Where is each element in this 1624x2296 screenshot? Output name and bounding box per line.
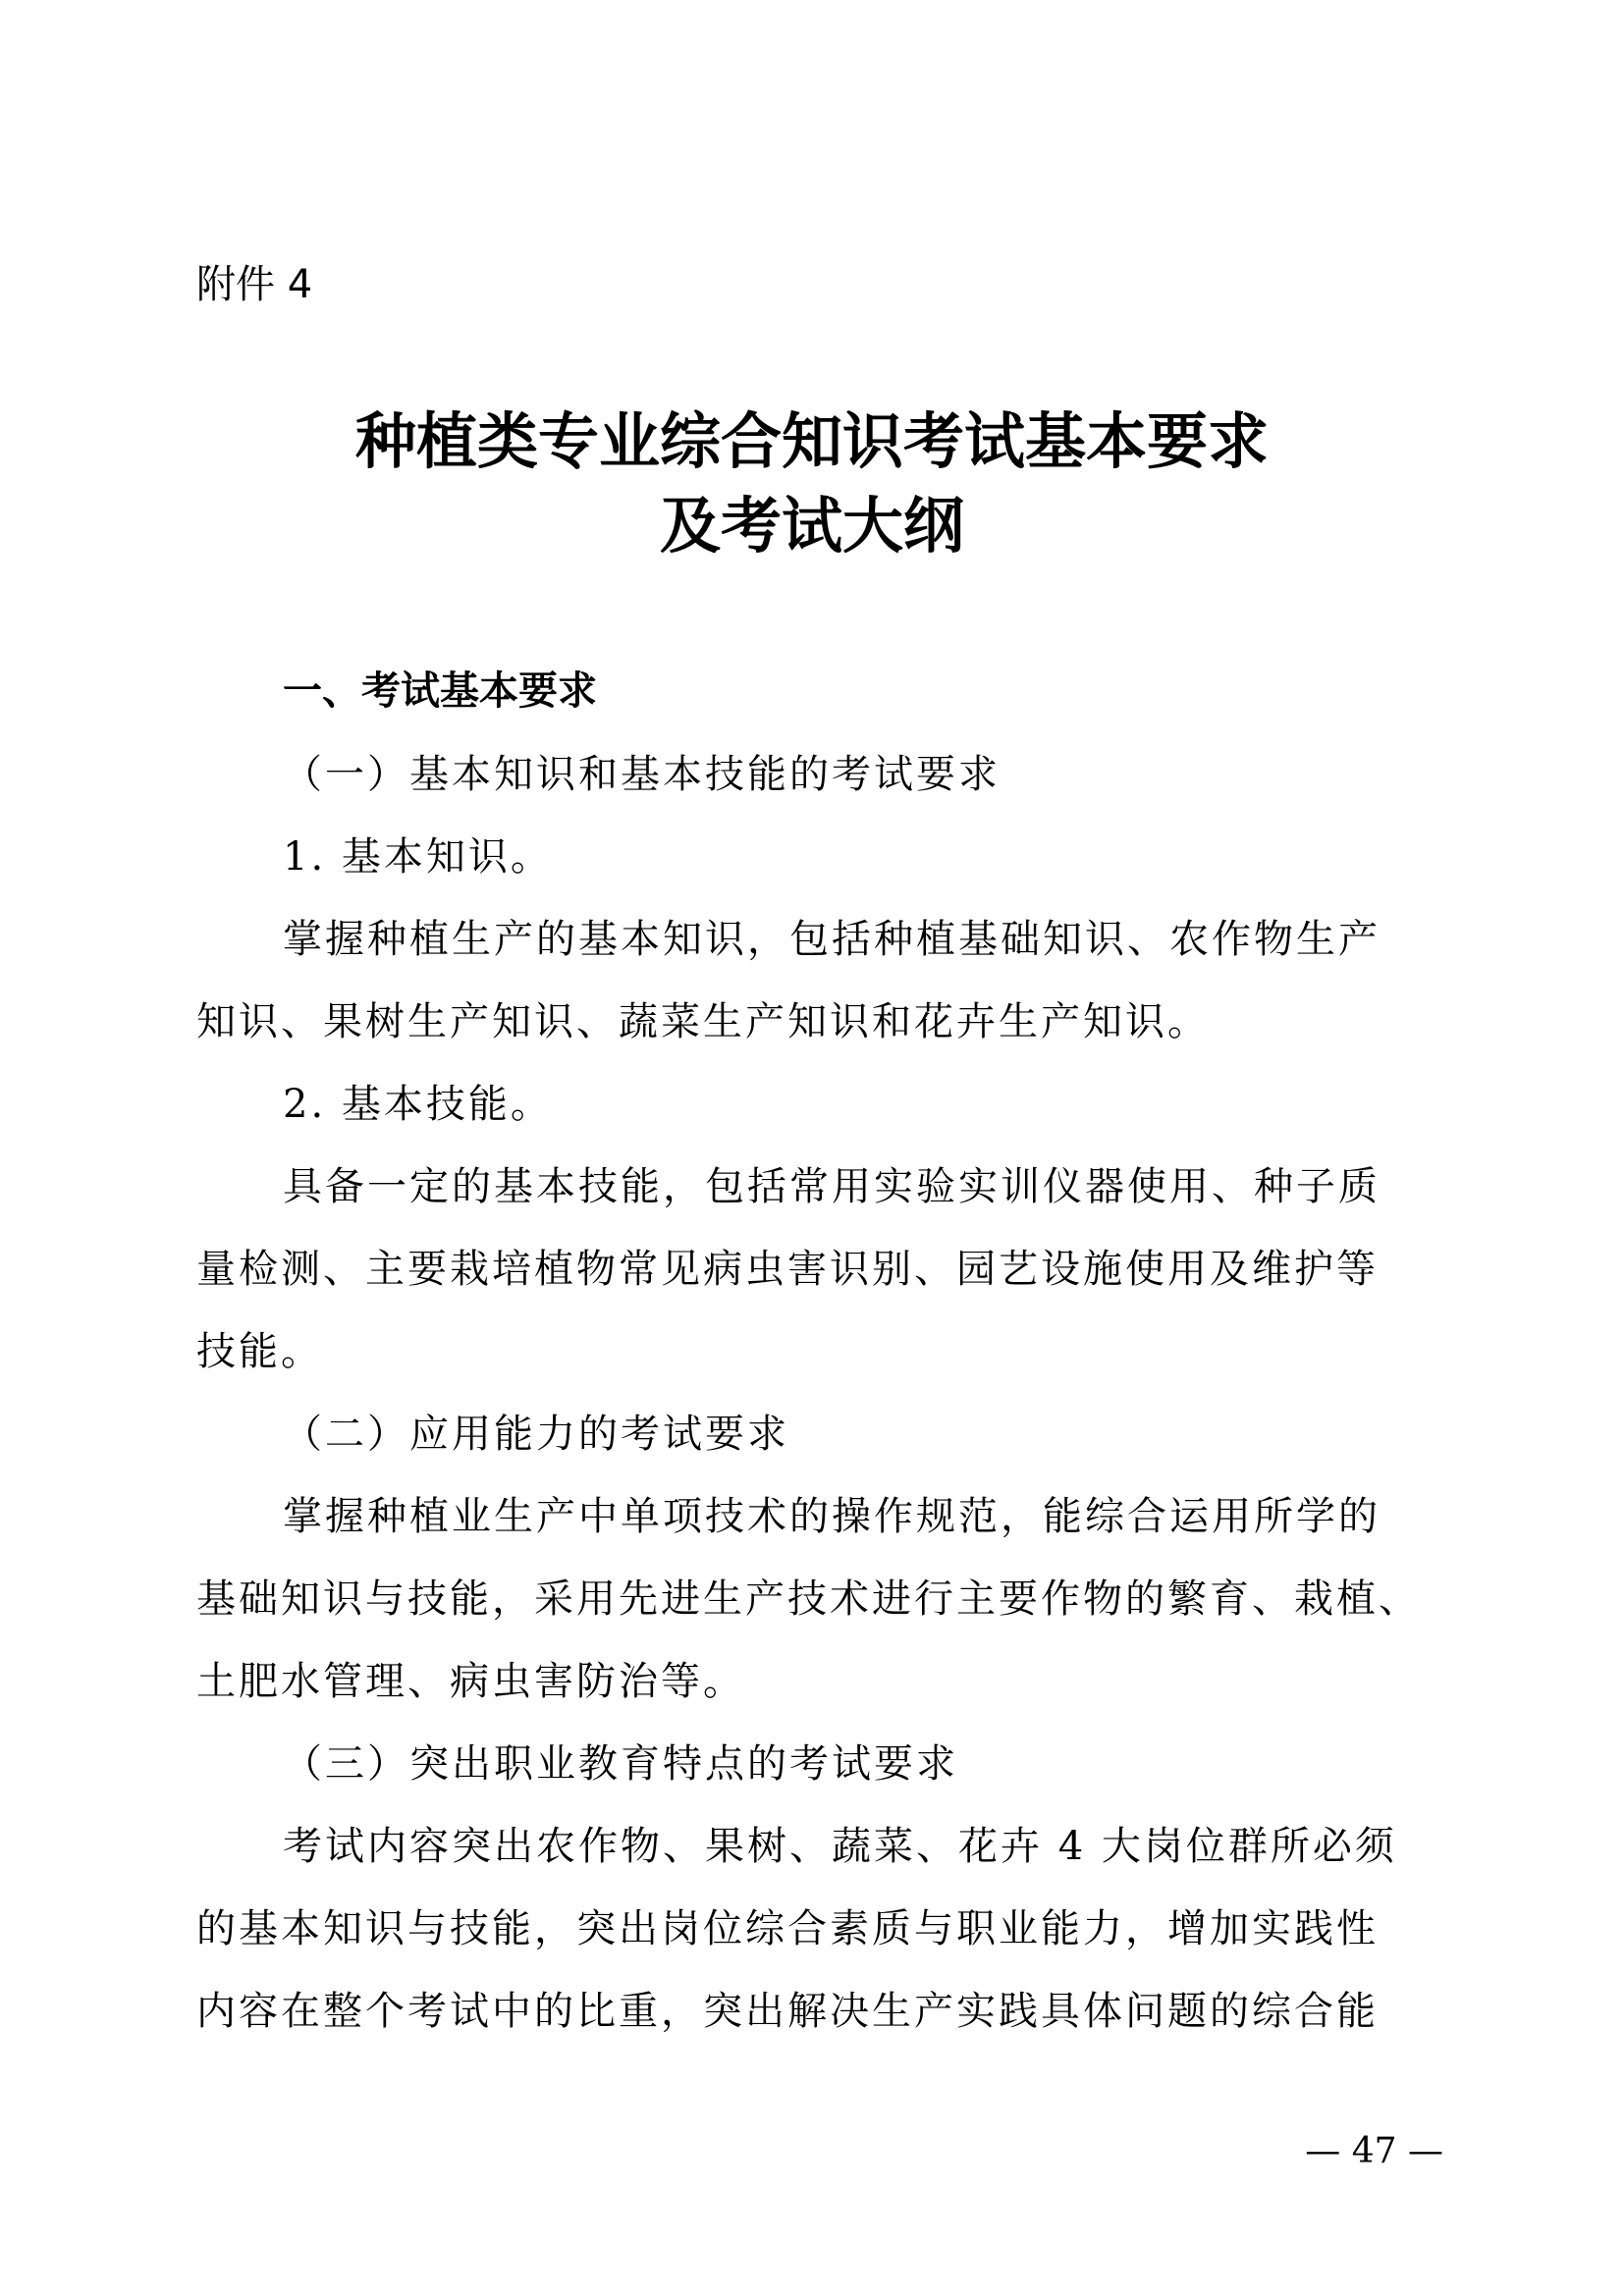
subsection-heading: （三）突出职业教育特点的考试要求 (283, 1741, 958, 1787)
document-title-line-1: 种植类专业综合知识考试基本要求 (354, 405, 1269, 477)
attachment-label: 附件 4 (196, 262, 313, 307)
paragraph-line: 基础知识与技能，采用先进生产技术进行主要作物的繁育、栽植、 (196, 1576, 1421, 1622)
item-heading: 2. 基本技能。 (283, 1082, 553, 1127)
page-number: — 47 — (1305, 2131, 1443, 2171)
paragraph-line: 土肥水管理、病虫害防治等。 (196, 1659, 745, 1704)
item-heading: 1. 基本知识。 (283, 834, 553, 880)
paragraph-line: 掌握种植业生产中单项技术的操作规范，能综合运用所学的 (283, 1494, 1380, 1539)
section-heading: 一、考试基本要求 (283, 668, 597, 714)
subsection-heading: （二）应用能力的考试要求 (283, 1412, 789, 1457)
paragraph-line: 知识、果树生产知识、蔬菜生产知识和花卉生产知识。 (196, 999, 1210, 1044)
paragraph-line: 掌握种植生产的基本知识，包括种植基础知识、农作物生产 (283, 917, 1380, 962)
paragraph-line: 内容在整个考试中的比重，突出解决生产实践具体问题的综合能 (196, 1989, 1379, 2034)
document-title-line-2: 及考试大纲 (659, 490, 964, 561)
subsection-heading: （一）基本知识和基本技能的考试要求 (283, 752, 1001, 797)
paragraph-line: 的基本知识与技能，突出岗位综合素质与职业能力，增加实践性 (196, 1906, 1379, 1951)
paragraph-line: 量检测、主要栽培植物常见病虫害识别、园艺设施使用及维护等 (196, 1247, 1379, 1292)
paragraph-line: 具备一定的基本技能，包括常用实验实训仪器使用、种子质 (283, 1164, 1380, 1209)
paragraph-line: 考试内容突出农作物、果树、蔬菜、花卉 4 大岗位群所必须 (283, 1824, 1397, 1869)
paragraph-line: 技能。 (196, 1329, 323, 1374)
